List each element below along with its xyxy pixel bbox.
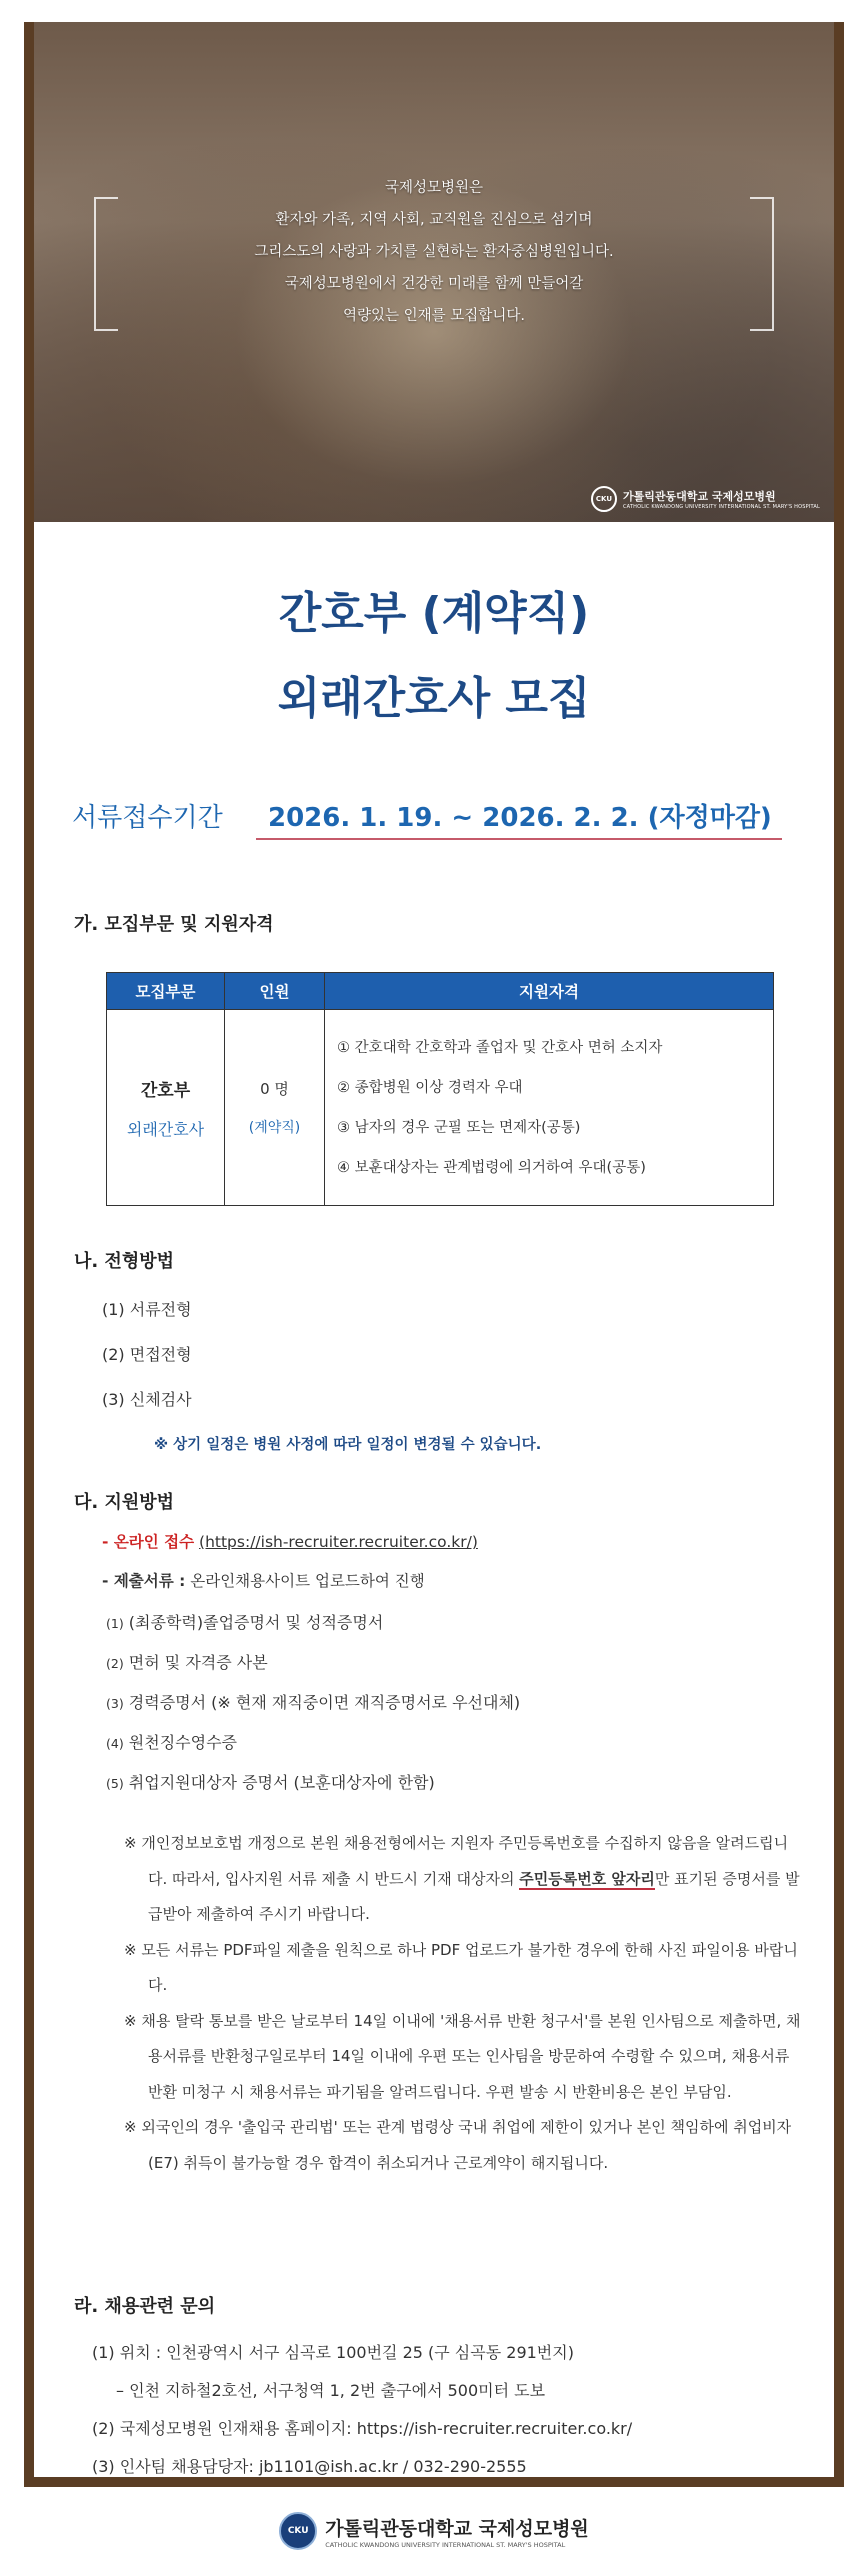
qualification-item: ③ 남자의 경우 군필 또는 면제자(공통) bbox=[337, 1119, 581, 1136]
notice-privacy: ※ 개인정보보호법 개정으로 본원 채용전형에서는 지원자 주민등록번호를 수집하지 않음을 알려드립니다. 따라서, 입사지원 서류 제출 시 반드시 기재 대상자의 주민등록번호 앞자리만 표기된 증명서를 발급받아 제출하여 주시기 바랍니다. bbox=[124, 1834, 800, 1923]
contact-hr[interactable]: (3) 인사팀 채용담당자: jb1101@ish.ac.kr / 032-290-2555 bbox=[92, 2457, 527, 2476]
dept-name: 간호부 bbox=[140, 1080, 191, 1101]
employment-type: (계약직) bbox=[248, 1120, 301, 1136]
hero-line: 역량있는 인재를 모집합니다. bbox=[343, 308, 525, 324]
notice-foreigner: ※ 외국인의 경우 '출입국 관리법' 또는 관계 법령상 국내 취업에 제한이 있거나 본인 책임하에 취업비자(E7) 취득이 불가능할 경우 합격이 취소되거나 근로계약이 해지됩니다. bbox=[124, 2118, 792, 2172]
selection-step: (2) 면접전형 bbox=[102, 1345, 192, 1364]
period-label: 서류접수기간 bbox=[72, 803, 223, 833]
contact-directions: – 인천 지하철2호선, 서구청역 1, 2번 출구에서 500미터 도보 bbox=[116, 2381, 546, 2400]
recruit-site-link[interactable]: (https://ish-recruiter.recruiter.co.kr/) bbox=[199, 1533, 478, 1551]
hero-banner bbox=[34, 22, 834, 522]
title-department: 간호부 (계약직) bbox=[278, 588, 590, 639]
online-apply-label: - 온라인 접수 bbox=[102, 1533, 195, 1551]
qualification-item: ④ 보훈대상자는 관계법령에 의거하여 우대(공통) bbox=[337, 1159, 646, 1176]
hero-logo-name: 가톨릭관동대학교 국제성모병원 bbox=[622, 490, 776, 503]
document-item: (2) 면허 및 자격증 사본 bbox=[106, 1653, 268, 1672]
requirements-table bbox=[106, 972, 774, 1206]
qualification-cell bbox=[325, 1010, 774, 1206]
selection-step: (1) 서류전형 bbox=[102, 1300, 192, 1319]
period-value: 2026. 1. 19. ~ 2026. 2. 2. (자정마감) bbox=[256, 797, 782, 840]
footer-logo bbox=[0, 2512, 868, 2550]
document-item: (1) (최종학력)졸업증명서 및 성적증명서 bbox=[106, 1613, 384, 1632]
title-recruitment: 외래간호사 모집 bbox=[277, 673, 591, 724]
document-item: (5) 취업지원대상자 증명서 (보훈대상자에 한함) bbox=[106, 1773, 435, 1792]
hero-line: 환자와 가족, 지역 사회, 교직원을 진심으로 섬기며 bbox=[275, 212, 593, 228]
contact-location: (1) 위치 : 인천광역시 서구 심곡로 100번길 25 (구 심곡동 291번지) bbox=[92, 2343, 574, 2362]
documents-desc: 온라인채용사이트 업로드하여 진행 bbox=[185, 1572, 425, 1590]
document-item: (4) 원천징수영수증 bbox=[106, 1733, 237, 1752]
col-header-qualification: 지원자격 bbox=[325, 973, 774, 1010]
section-c-heading: 다. 지원방법 bbox=[74, 1492, 175, 1513]
section-b-heading: 나. 전형방법 bbox=[74, 1251, 175, 1272]
section-a-heading: 가. 모집부문 및 지원자격 bbox=[74, 914, 274, 935]
count-cell bbox=[225, 1010, 325, 1206]
selection-step: (3) 신체검사 bbox=[102, 1390, 192, 1409]
qualification-item: ① 간호대학 간호학과 졸업자 및 간호사 면허 소지자 bbox=[337, 1039, 663, 1056]
hero-line: 국제성모병원은 bbox=[384, 180, 484, 196]
resident-number-emphasis: 주민등록번호 앞자리 bbox=[519, 1869, 655, 1888]
poster-body bbox=[34, 22, 834, 2477]
documents-label: - 제출서류 : bbox=[102, 1572, 186, 1590]
col-header-count: 인원 bbox=[225, 973, 325, 1010]
hero-line: 국제성모병원에서 건강한 미래를 함께 만들어갈 bbox=[284, 276, 584, 292]
hospital-seal-icon: CKU bbox=[279, 2512, 317, 2550]
notice-pdf: ※ 모든 서류는 PDF파일 제출을 원칙으로 하나 PDF 업로드가 불가한 경우에 한해 사진 파일이용 바랍니다. bbox=[124, 1940, 798, 1994]
section-d-heading: 라. 채용관련 문의 bbox=[74, 2296, 216, 2317]
hospital-seal-icon: CKU bbox=[591, 486, 617, 512]
headcount: 0 명 bbox=[260, 1080, 289, 1098]
schedule-note: ※ 상기 일정은 병원 사정에 따라 일정이 변경될 수 있습니다. bbox=[154, 1437, 542, 1453]
hero-logo-sub: CATHOLIC KWANDONG UNIVERSITY INTERNATIONAL ST. MARY'S HOSPITAL bbox=[622, 504, 820, 510]
dept-cell bbox=[107, 1010, 225, 1206]
hero-hospital-logo bbox=[591, 486, 820, 512]
notices-block bbox=[124, 1826, 804, 2181]
online-apply-line bbox=[102, 1530, 478, 1552]
hero-message bbox=[34, 172, 834, 332]
footer-hospital-name: 가톨릭관동대학교 국제성모병원 bbox=[325, 2517, 589, 2540]
notice-document-return: ※ 채용 탈락 통보를 받은 날로부터 14일 이내에 '채용서류 반환 청구서'를 본원 인사팀으로 제출하면, 채용서류를 반환청구일로부터 14일 이내에 우편 또는 인사팀을 방문하여 수령할 수 있으며, 채용서류 반환 미청구 시 채용서류는 파기됨을 알려드립니다. 우편 발송 시 반환비용은 본인 부담임. bbox=[124, 2011, 801, 2101]
documents-line bbox=[102, 1569, 425, 1591]
footer-hospital-sub: CATHOLIC KWANDONG UNIVERSITY INTERNATIONAL ST. MARY'S HOSPITAL bbox=[325, 2540, 566, 2549]
col-header-dept: 모집부문 bbox=[107, 973, 225, 1010]
dept-position: 외래간호사 bbox=[126, 1119, 205, 1139]
contact-homepage[interactable]: (2) 국제성모병원 인재채용 홈페이지: https://ish-recruiter.recruiter.co.kr/ bbox=[92, 2419, 633, 2438]
hero-line: 그리스도의 사랑과 가치를 실현하는 환자중심병원입니다. bbox=[254, 244, 614, 260]
poster-frame bbox=[24, 22, 844, 2487]
document-item: (3) 경력증명서 (※ 현재 재직중이면 재직증명서로 우선대체) bbox=[106, 1693, 521, 1712]
qualification-item: ② 종합병원 이상 경력자 우대 bbox=[337, 1079, 523, 1096]
